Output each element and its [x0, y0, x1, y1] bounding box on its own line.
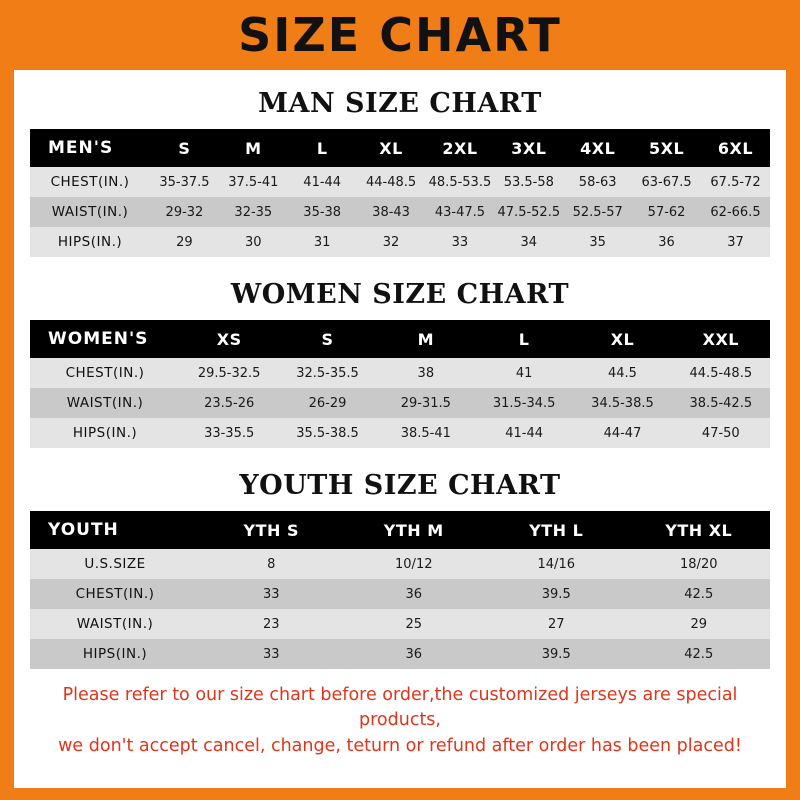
table-cell: 29.5-32.5 [180, 358, 278, 388]
table-cell: 14/16 [485, 549, 628, 579]
row-label: HIPS(IN.) [30, 227, 150, 257]
column-header: S [150, 129, 219, 167]
table-cell: 43-47.5 [426, 197, 495, 227]
table-row [30, 388, 770, 418]
table-cell: 37 [701, 227, 770, 257]
column-header: XS [180, 320, 278, 358]
table-row [30, 167, 770, 197]
column-header: 2XL [426, 129, 495, 167]
table-cell: 30 [219, 227, 288, 257]
table-cell: 47-50 [672, 418, 770, 448]
row-label: WAIST(IN.) [30, 197, 150, 227]
column-header: YTH M [343, 511, 486, 549]
table-row [30, 418, 770, 448]
column-header: XL [573, 320, 671, 358]
youth-section-title: YOUTH SIZE CHART [239, 470, 561, 501]
man-section-title: MAN SIZE CHART [258, 88, 542, 119]
column-header: 3XL [494, 129, 563, 167]
table-cell: 35.5-38.5 [278, 418, 376, 448]
column-header: YTH XL [628, 511, 771, 549]
women-size-table [30, 320, 770, 448]
row-label: CHEST(IN.) [30, 358, 180, 388]
table-cell: 44-48.5 [357, 167, 426, 197]
table-cell: 36 [632, 227, 701, 257]
row-label: U.S.SIZE [30, 549, 200, 579]
table-cell: 10/12 [343, 549, 486, 579]
table-header-row [30, 511, 770, 549]
table-cell: 25 [343, 609, 486, 639]
column-header: YTH S [200, 511, 343, 549]
table-cell: 42.5 [628, 639, 771, 669]
row-label: CHEST(IN.) [30, 167, 150, 197]
table-row [30, 639, 770, 669]
table-row [30, 609, 770, 639]
table-cell: 35-37.5 [150, 167, 219, 197]
table-cell: 34 [494, 227, 563, 257]
header-banner [0, 0, 800, 70]
table-row [30, 358, 770, 388]
table-cell: 39.5 [485, 579, 628, 609]
table-cell: 29-32 [150, 197, 219, 227]
table-cell: 23 [200, 609, 343, 639]
table-cell: 67.5-72 [701, 167, 770, 197]
table-row [30, 579, 770, 609]
table-cell: 53.5-58 [494, 167, 563, 197]
row-label: WAIST(IN.) [30, 388, 180, 418]
table-cell: 44.5-48.5 [672, 358, 770, 388]
table-cell: 36 [343, 579, 486, 609]
table-cell: 29 [150, 227, 219, 257]
table-cell: 38.5-42.5 [672, 388, 770, 418]
column-header: XL [357, 129, 426, 167]
column-header: 6XL [701, 129, 770, 167]
table-cell: 38 [377, 358, 475, 388]
table-cell: 18/20 [628, 549, 771, 579]
table-cell: 33 [200, 639, 343, 669]
table-cell: 32 [357, 227, 426, 257]
column-header: L [475, 320, 573, 358]
table-cell: 44-47 [573, 418, 671, 448]
table-cell: 35-38 [288, 197, 357, 227]
table-cell: 23.5-26 [180, 388, 278, 418]
column-header: 5XL [632, 129, 701, 167]
page-title: SIZE CHART [238, 8, 562, 62]
row-label: CHEST(IN.) [30, 579, 200, 609]
row-label: HIPS(IN.) [30, 418, 180, 448]
table-cell: 37.5-41 [219, 167, 288, 197]
table-row [30, 549, 770, 579]
footer-note-line-2: we don't accept cancel, change, teturn or refund after order has been placed! [58, 735, 742, 756]
table-cell: 58-63 [563, 167, 632, 197]
table-cell: 52.5-57 [563, 197, 632, 227]
column-header: XXL [672, 320, 770, 358]
table-cell: 62-66.5 [701, 197, 770, 227]
table-cell: 36 [343, 639, 486, 669]
column-header: M [219, 129, 288, 167]
table-cell: 31 [288, 227, 357, 257]
table-cell: 48.5-53.5 [426, 167, 495, 197]
table-cell: 8 [200, 549, 343, 579]
content-area [14, 88, 786, 759]
table-cell: 29-31.5 [377, 388, 475, 418]
column-header: YOUTH [30, 511, 200, 549]
table-header-row [30, 320, 770, 358]
table-cell: 41 [475, 358, 573, 388]
women-section-title: WOMEN SIZE CHART [230, 279, 570, 310]
column-header: M [377, 320, 475, 358]
column-header: 4XL [563, 129, 632, 167]
table-cell: 38-43 [357, 197, 426, 227]
table-header-row [30, 129, 770, 167]
column-header: YTH L [485, 511, 628, 549]
table-cell: 57-62 [632, 197, 701, 227]
table-cell: 29 [628, 609, 771, 639]
table-cell: 44.5 [573, 358, 671, 388]
table-cell: 42.5 [628, 579, 771, 609]
table-cell: 63-67.5 [632, 167, 701, 197]
table-cell: 31.5-34.5 [475, 388, 573, 418]
column-header: WOMEN'S [30, 320, 180, 358]
table-cell: 26-29 [278, 388, 376, 418]
man-size-table [30, 129, 770, 257]
footer-note [42, 683, 758, 759]
table-cell: 47.5-52.5 [494, 197, 563, 227]
table-cell: 38.5-41 [377, 418, 475, 448]
table-cell: 41-44 [475, 418, 573, 448]
table-cell: 33 [426, 227, 495, 257]
table-row [30, 227, 770, 257]
table-cell: 33 [200, 579, 343, 609]
table-cell: 39.5 [485, 639, 628, 669]
table-cell: 34.5-38.5 [573, 388, 671, 418]
footer-note-line-1: Please refer to our size chart before order,the customized jerseys are special products, [62, 685, 738, 731]
column-header: L [288, 129, 357, 167]
column-header: MEN'S [30, 129, 150, 167]
table-cell: 27 [485, 609, 628, 639]
table-cell: 32-35 [219, 197, 288, 227]
youth-size-table [30, 511, 770, 669]
row-label: HIPS(IN.) [30, 639, 200, 669]
column-header: S [278, 320, 376, 358]
table-cell: 32.5-35.5 [278, 358, 376, 388]
table-cell: 35 [563, 227, 632, 257]
table-cell: 41-44 [288, 167, 357, 197]
table-cell: 33-35.5 [180, 418, 278, 448]
row-label: WAIST(IN.) [30, 609, 200, 639]
table-row [30, 197, 770, 227]
